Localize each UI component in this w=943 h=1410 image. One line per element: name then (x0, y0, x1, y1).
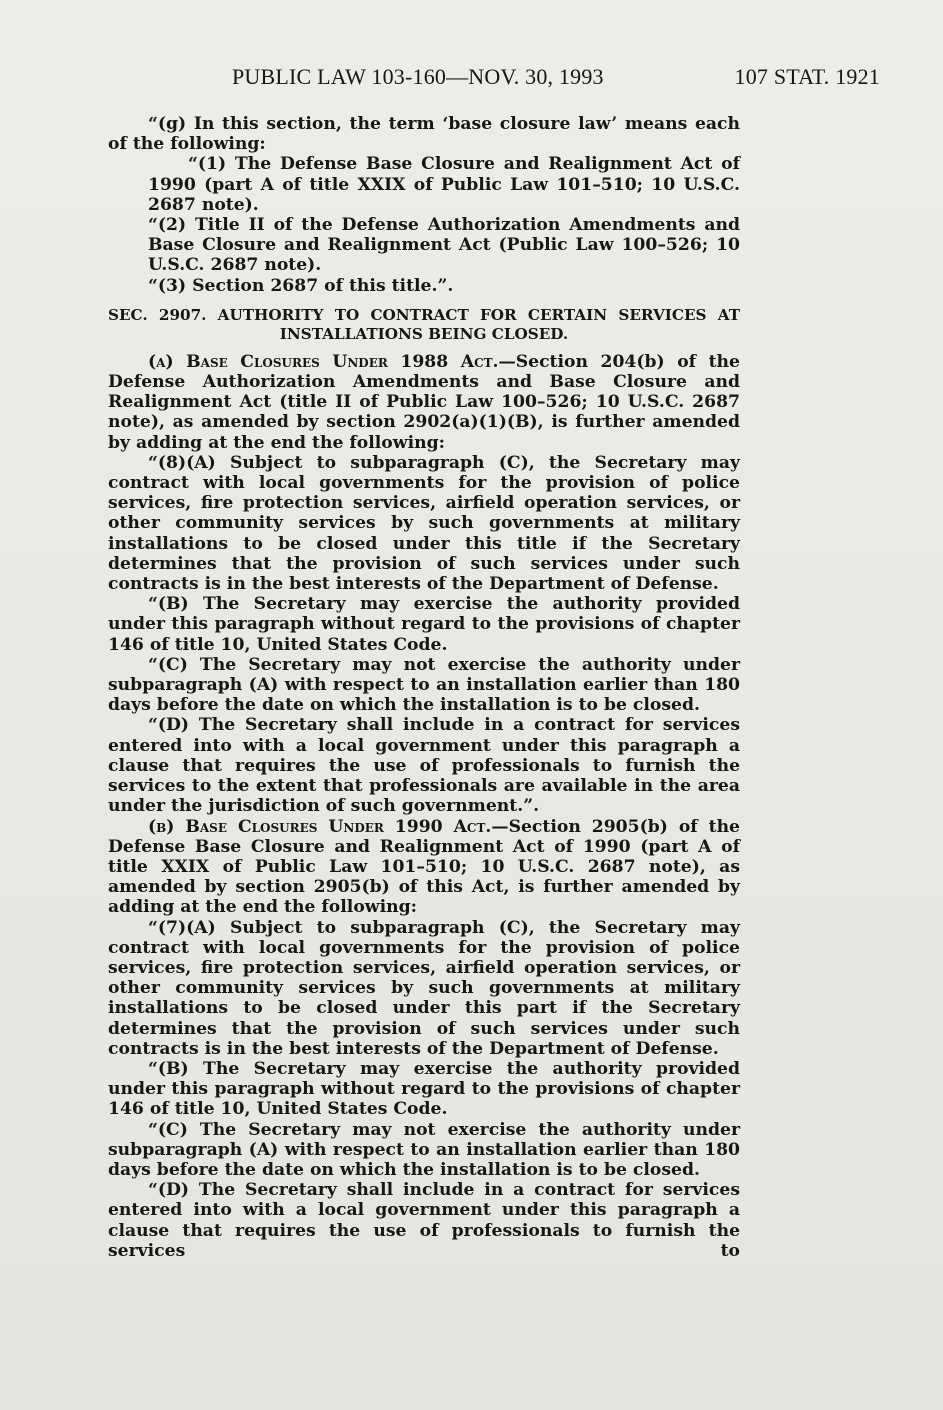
running-header (232, 64, 880, 94)
subsection-g-item-2 (108, 215, 740, 276)
subsection-b-text: —Section 2905(b) of the Defense Base Closure and Realignment Act of 1990 (part A of title XXIX of Public Law 101–510; 10 U.S.C. 2687 note), as amended by section 2905(b) of this Act, is further amended by adding at the end the following: (108, 816, 740, 918)
subsection-b-label: (b) Base Closures Under 1990 Act. (148, 816, 492, 837)
paragraph-a-8A: “(8)(A) Subject to subparagraph (C), the Secretary may contract with local governments for the provision of police services, fire protection services, airfield operation services, or other community services by such governments at military installations to be closed under this title if the Secretary determines that the provision of such services under such contracts is in the best interests of the Department of Defense. (108, 452, 740, 595)
subsection-a-text: —Section 204(b) of the Defense Authorization Amendments and Base Closure and Realignment Act (title II of Public Law 100–526; 10 U.S.C. 2687 note), as amended by section 2902(a)(1)(B), is further amended by adding at the end the following: (108, 351, 740, 453)
section-heading: SEC. 2907. AUTHORITY TO CONTRACT FOR CERTAIN SERVICES AT INSTALLATIONS BEING CLOSED. (108, 305, 740, 343)
g3-text: “(3) Section 2687 of this title.”. (148, 275, 454, 296)
paragraph-b-7B: “(B) The Secretary may exercise the authority provided under this paragraph without regard to the provisions of chapter 146 of title 10, United States Code. (108, 1058, 740, 1120)
header-title: PUBLIC LAW 103-160—NOV. 30, 1993 (232, 64, 604, 89)
paragraph-a-8B: “(B) The Secretary may exercise the authority provided under this paragraph without regard to the provisions of chapter 146 of title 10, United States Code. (108, 594, 740, 655)
subsection-b (108, 817, 740, 918)
paragraph-b-7A: “(7)(A) Subject to subparagraph (C), the Secretary may contract with local governments for the provision of police services, fire protection services, airfield operation services, or other community services by such governments at military installations to be closed under this part if the Secretary determines that the provision of such services under such contracts is in the best interests of the Department of Defense. (108, 917, 740, 1059)
subsection-g-intro: “(g) In this section, the term ‘base closure law’ means each of the following: (108, 114, 740, 155)
paragraph-a-8C: “(C) The Secretary may not exercise the authority under subparagraph (A) with respect to an installation earlier than 180 days before the date on which the installation is to be closed. (108, 654, 740, 716)
subsection-a (108, 352, 740, 453)
subsection-g-item-3 (108, 276, 740, 296)
g2-text: “(2) Title II of the Defense Authorization Amendments and Base Closure and Realignment Act (Public Law 100–526; 10 U.S.C. 2687 note). (148, 215, 740, 276)
paragraph-a-8D: “(D) The Secretary shall include in a contract for services entered into with a local government under this paragraph a clause that requires the use of professionals to furnish the services to the extent that professionals are available in the area under the jurisdiction of such government.”. (108, 715, 740, 817)
paragraph-b-7D: “(D) The Secretary shall include in a contract for services entered into with a local government under this paragraph a clause that requires the use of professionals to furnish the services to (108, 1180, 740, 1261)
header-page-number: 107 STAT. 1921 (734, 64, 880, 89)
body-text (108, 114, 740, 1261)
paragraph-b-7C: “(C) The Secretary may not exercise the authority under subparagraph (A) with respect to an installation earlier than 180 days before the date on which the installation is to be closed. (108, 1119, 740, 1180)
subsection-a-label: (a) Base Closures Under 1988 Act. (148, 351, 499, 372)
subsection-g-item-1 (108, 154, 740, 215)
g1-text: “(1) The Defense Base Closure and Realignment Act of 1990 (part A of title XXIX of Public Law 101–510; 10 U.S.C. 2687 note). (148, 154, 740, 215)
